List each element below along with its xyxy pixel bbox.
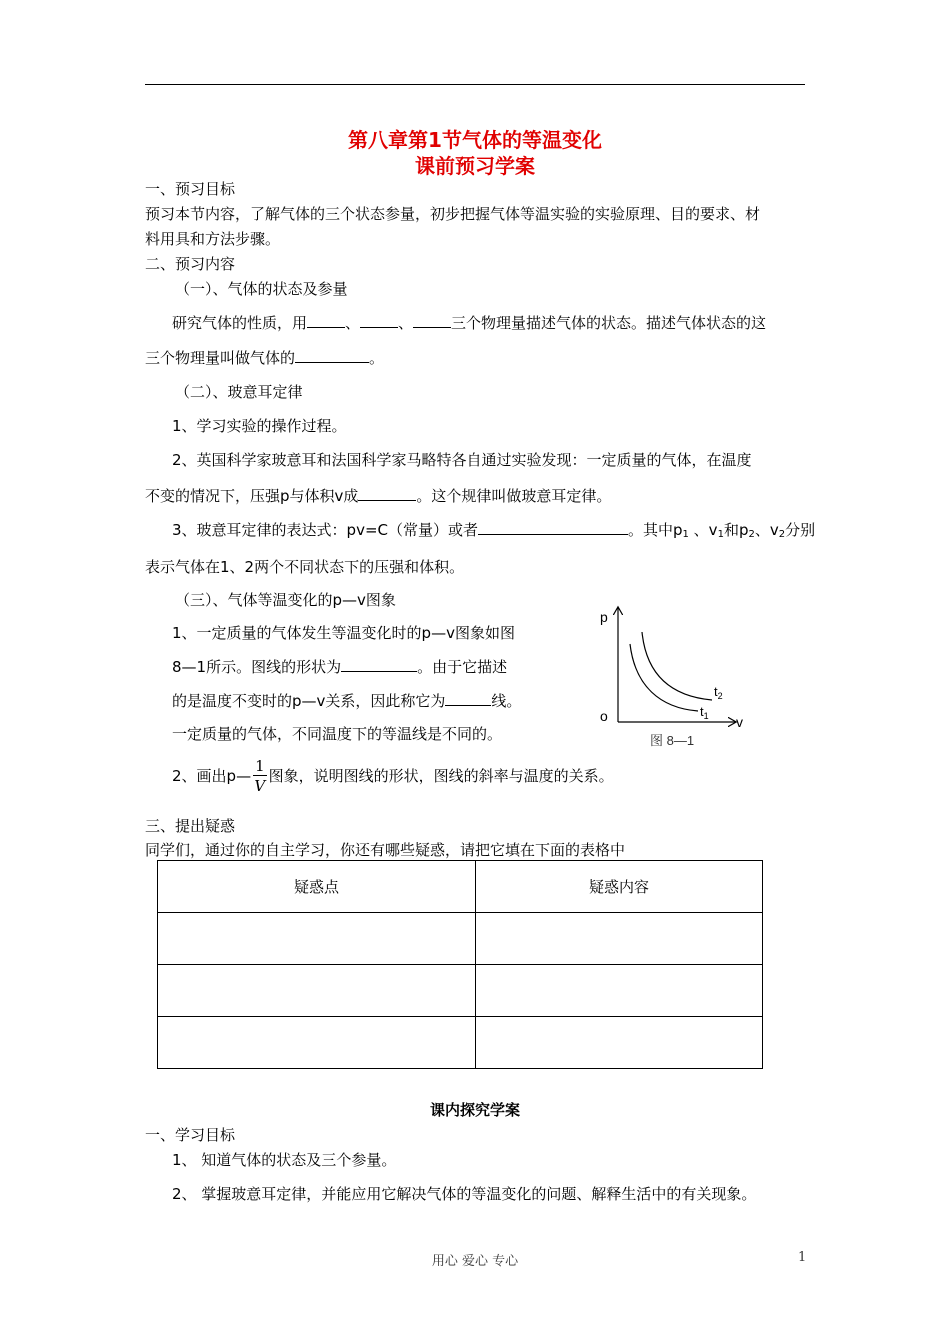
text: 不变的情况下，压强p与体积v成	[145, 487, 359, 505]
subscript: 2	[748, 529, 755, 540]
text: 、	[345, 314, 361, 332]
graph-text-line-1: 1、一定质量的气体发生等温变化时的p—v图象如图	[172, 624, 515, 642]
text: 线。	[491, 692, 522, 710]
class-section-title: 课内探究学案	[429, 1101, 520, 1119]
header-doubt-point: 疑惑点	[158, 861, 476, 913]
blank-5	[358, 486, 416, 501]
item-pv-graph	[172, 756, 614, 796]
section-2-heading: 二、预习内容	[145, 255, 236, 273]
item-3-line-2: 表示气体在1、2两个不同状态下的压强和体积。	[145, 558, 465, 576]
table-cell[interactable]	[476, 913, 763, 965]
item-2-line-1: 2、英国科学家玻意耳和法国科学家马略特各自通过实验发现：一定质量的气体，在温度	[172, 451, 752, 469]
text: 研究气体的性质，用	[172, 314, 308, 332]
text: 的是温度不变时的p—v关系，因此称它为	[172, 692, 446, 710]
section-1-body-line-2: 料用具和方法步骤。	[145, 230, 281, 248]
table-row	[158, 913, 763, 965]
fraction-1-over-v	[253, 757, 267, 796]
blank-6	[478, 520, 628, 535]
text: 分别	[785, 521, 816, 539]
blank-3	[413, 313, 451, 328]
text: 、	[398, 314, 414, 332]
subsection-2-heading: （二）、玻意耳定律	[175, 383, 303, 401]
table-cell[interactable]	[476, 1017, 763, 1069]
section-3-body: 同学们，通过你的自主学习，你还有哪些疑惑，请把它填在下面的表格中	[145, 841, 626, 859]
subscript: 1	[717, 529, 724, 540]
text: 8—1所示。图线的形状为	[172, 658, 342, 676]
header-doubt-content: 疑惑内容	[476, 861, 763, 913]
blank-4	[295, 348, 369, 363]
fraction-denominator: V	[254, 777, 266, 795]
subscript: 2	[778, 529, 786, 540]
subsection-3-heading: （三）、气体等温变化的p—v图象	[175, 591, 396, 609]
table-cell[interactable]	[476, 965, 763, 1017]
footer-text: 用心 爱心 专心	[431, 1254, 519, 1269]
class-objective-1: 1、 知道气体的状态及三个参量。	[172, 1151, 397, 1169]
graph-text-line-3	[172, 690, 521, 711]
item-1: 1、学习实验的操作过程。	[172, 417, 347, 435]
subscript: 1	[682, 529, 689, 540]
text: 3、玻意耳定律的表达式：pv=C（常量）或者	[172, 521, 478, 539]
item-3-line-1	[172, 519, 815, 540]
class-objective-2: 2、 掌握玻意耳定律，并能应用它解决气体的等温变化的问题、解释生活中的有关现象。	[172, 1185, 757, 1203]
page-number: 1	[798, 1250, 807, 1265]
header-rule	[145, 84, 805, 85]
isotherm-t2	[642, 632, 712, 700]
text: 。	[369, 349, 385, 367]
table-row	[158, 1017, 763, 1069]
t2-label	[714, 684, 723, 701]
fraction-numerator: 1	[255, 757, 265, 775]
v-axis-label: v	[736, 714, 743, 730]
text: 三个物理量描述气体的状态。描述气体状态的这	[451, 314, 767, 332]
title-line-1: 第八章第1节气体的等温变化	[348, 128, 602, 152]
figure-caption: 图 8—1	[650, 733, 695, 748]
text: 。由于它描述	[417, 658, 508, 676]
t2-letter: t	[714, 684, 718, 699]
blank-8	[445, 691, 491, 706]
paragraph-state-params-line-2	[145, 347, 384, 368]
graph-text-line-2	[172, 656, 507, 677]
blank-1	[307, 313, 345, 328]
graph-text-line-4: 一定质量的气体，不同温度下的等温线是不同的。	[172, 725, 503, 743]
title-line-2: 课前预习学案	[415, 154, 535, 178]
text: 。这个规律叫做玻意耳定律。	[416, 487, 612, 505]
section-3-heading: 三、提出疑惑	[145, 817, 236, 835]
text: 2、画出p—	[172, 767, 252, 785]
paragraph-state-params	[172, 312, 766, 333]
section-1-body-line-1: 预习本节内容，了解气体的三个状态参量，初步把握气体等温实验的实验原理、目的要求、材	[145, 205, 761, 223]
table-header-row	[158, 861, 763, 913]
text: 三个物理量叫做气体的	[145, 349, 296, 367]
table-cell[interactable]	[158, 1017, 476, 1069]
table-row	[158, 965, 763, 1017]
origin-label: o	[600, 708, 608, 724]
class-objectives-heading: 一、学习目标	[145, 1126, 236, 1144]
section-1-heading: 一、预习目标	[145, 180, 236, 198]
doubts-table	[157, 860, 763, 1069]
isotherm-t1	[630, 644, 698, 711]
text: 。其中p	[628, 521, 683, 539]
item-2-line-2	[145, 485, 611, 506]
text: 、v	[688, 521, 718, 539]
t1-letter: t	[700, 704, 704, 719]
table-cell[interactable]	[158, 965, 476, 1017]
blank-7	[341, 657, 417, 672]
text: 和p	[723, 521, 749, 539]
p-axis-label: p	[600, 609, 608, 625]
subsection-1-heading: （一）、气体的状态及参量	[175, 280, 348, 298]
t2-subscript: 2	[717, 691, 723, 701]
text: 、v	[754, 521, 779, 539]
t1-label	[700, 704, 709, 721]
text: 图象，说明图线的形状，图线的斜率与温度的关系。	[268, 767, 614, 785]
table-cell[interactable]	[158, 913, 476, 965]
isotherm-figure	[590, 600, 760, 750]
blank-2	[360, 313, 398, 328]
t1-subscript: 1	[703, 711, 709, 721]
